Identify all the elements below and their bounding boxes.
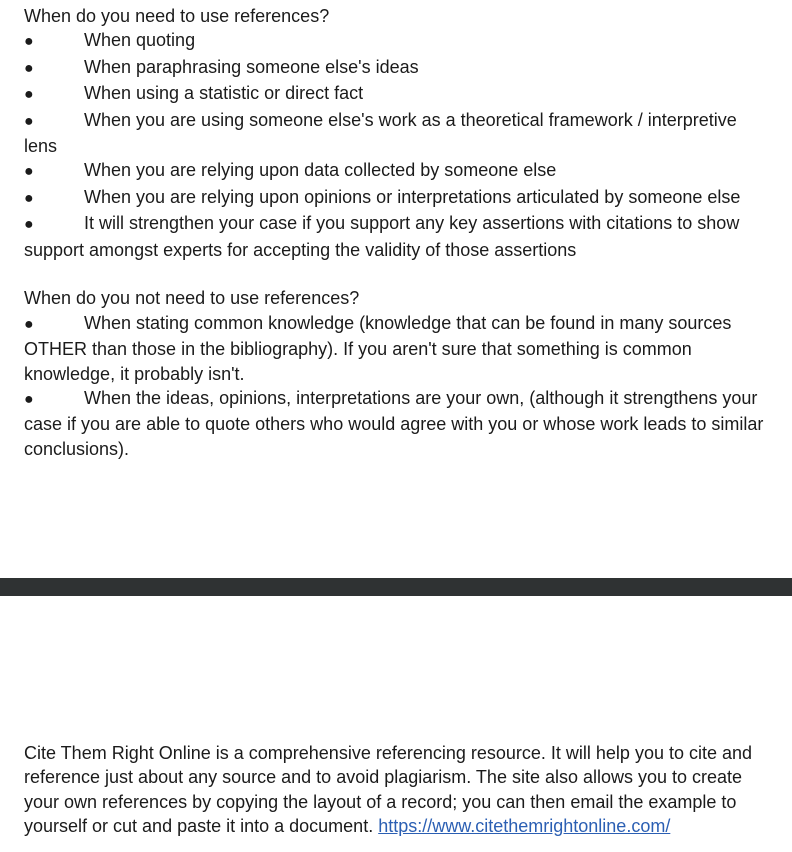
list-item: ● When you are relying upon opinions or interpretations articulated by someone else — [24, 185, 774, 211]
bullet-icon: ● — [24, 59, 34, 77]
no-references-list — [24, 311, 774, 461]
page-divider — [0, 578, 792, 596]
bullet-icon: ● — [24, 216, 34, 234]
list-item: ● When you are relying upon data collected by someone else — [24, 158, 774, 184]
bullet-icon: ● — [24, 33, 34, 51]
list-item: ● When stating common knowledge (knowledge that can be found in many sources OTHER than those in the bibliography). If you aren't sure that something is common knowledge, it probably isn't. — [24, 312, 732, 384]
need-references-list — [24, 28, 774, 262]
list-item: ● When using a statistic or direct fact — [24, 81, 774, 107]
paragraph-spacer — [24, 262, 774, 286]
list-item: ● When quoting — [24, 28, 774, 54]
cite-them-right-text: Cite Them Right Online is a comprehensive referencing resource. It will help you to cite and reference just about any source and to avoid plagiarism. The site also allows you to create your own references by copying the layout of a record; you can then email the example to yourself or cut and paste it into a document. — [24, 743, 753, 837]
bullet-icon: ● — [24, 189, 34, 207]
bullet-icon: ● — [24, 315, 34, 333]
no-references-heading: When do you not need to use references? — [24, 288, 360, 309]
bullet-icon: ● — [24, 391, 34, 409]
bullet-icon: ● — [24, 163, 34, 181]
list-item: ● When paraphrasing someone else's ideas — [24, 55, 774, 81]
cite-them-right-link[interactable]: https://www.citethemrightonline.com/ — [378, 816, 671, 837]
cite-them-right-paragraph — [24, 741, 774, 839]
bullet-icon: ● — [24, 112, 34, 130]
list-item: ● It will strengthen your case if you support any key assertions with citations to show support amongst experts for accepting the validity of those assertions — [24, 213, 740, 260]
list-item: ● When the ideas, opinions, interpretations are your own, (although it strengthens your case if you are able to quote others who would agree with you or whose work leads to similar conclusions). — [24, 388, 764, 459]
bullet-icon: ● — [24, 86, 34, 104]
references-guidance — [24, 4, 774, 461]
need-references-heading: When do you need to use references? — [24, 6, 330, 26]
list-item: ● When you are using someone else's work as a theoretical framework / interpretive lens — [24, 109, 737, 157]
